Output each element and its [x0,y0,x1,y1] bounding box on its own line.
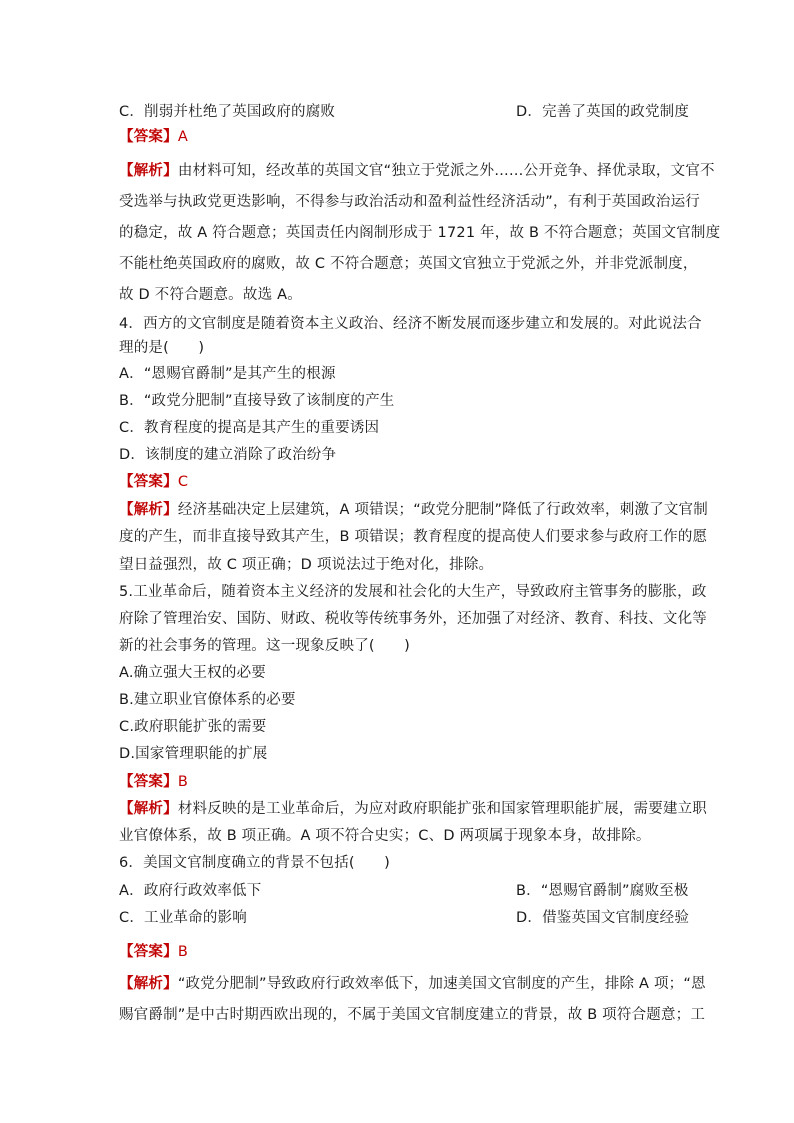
q3-option-c: C．削弱并杜绝了英国政府的腐败 [119,104,336,120]
answer-tag: 【答案】 [119,474,178,490]
q3-analysis-line [119,161,715,181]
q5-option-d: D.国家管理职能的扩展 [119,746,268,762]
q4-option-d: D．该制度的建立消除了政治纷争 [119,447,337,463]
analysis-tag: 【解析】 [119,163,178,179]
q4-option-a: A．“恩赐官爵制”是其产生的根源 [119,366,336,382]
analysis-text: 由材料可知，经改革的英国文官“独立于党派之外……公开竞争、择优录取，文官不 [177,163,715,179]
q6-stem: 6．美国文官制度确立的背景不包括( ) [119,855,391,871]
answer-tag: 【答案】 [119,129,178,145]
q6-options-row [119,881,689,901]
analysis-text: 材料反映的是工业革命后，为应对政府职能扩张和国家管理职能扩展，需要建立职 [177,801,708,817]
analysis-text: “政党分肥制”导致政府行政效率低下，加速美国文官制度的产生，排除 A 项；“恩 [177,976,706,992]
q6-options-row [119,908,690,928]
q5-option-c: C.政府职能扩张的需要 [119,719,267,735]
q4-analysis-line: 度的产生，而非直接导致其产生，B 项错误；教育程度的提高使人们要求参与政府工作的愿 [119,529,708,545]
analysis-tag: 【解析】 [119,801,178,817]
analysis-text: 经济基础决定上层建筑，A 项错误；“政党分肥制”降低了行政效率，刺激了文官制 [177,502,708,518]
q6-option-d: D．借鉴英国文官制度经验 [516,910,690,926]
q3-analysis-line [119,285,302,305]
q3-analysis-line: 的稳定，故 A 符合题意；英国责任内阁制形成于 1721 年，故 B 不符合题意；英国文官制度 [119,225,721,241]
q5-stem-line: 5.工业革命后，随着资本主义经济的发展和社会化的大生产，导致政府主管事务的膨胀，政 [119,584,707,600]
q6-option-b: B．“恩赐官爵制”腐败至极 [516,883,689,899]
q6-analysis-line [119,974,706,994]
q5-stem-line: 府除了管理治安、国防、财政、税收等传统事务外，还加强了对经济、教育、科技、文化等 [119,611,707,627]
q5-analysis-line: 业官僚体系，故 B 项正确。A 项不符合史实；C、D 两项属于现象本身，故排除。 [119,828,651,844]
answer-value: C [177,474,189,490]
analysis-tag: 【解析】 [119,502,178,518]
answer-value: A [177,129,188,145]
q5-stem-line: 新的社会事务的管理。这一现象反映了( ) [119,638,411,654]
analysis-tag: 【解析】 [119,976,178,992]
q3-option-d: D．完善了英国的政党制度 [516,104,690,120]
q6-answer [119,942,188,962]
q6-analysis-line: 赐官爵制”是中古时期西欧出现的，不属于美国文官制度建立的背景，故 B 项符合题意；工 [119,1007,706,1023]
q5-answer [119,772,188,792]
q4-answer [119,472,188,492]
answer-value: B [177,944,188,960]
q3-analysis-line: 不能杜绝英国政府的腐败，故 C 不符合题意；英国文官独立于党派之外，并非党派制度， [119,256,698,272]
q4-option-c: C．教育程度的提高是其产生的重要诱因 [119,420,380,436]
q3-analysis-line: 受选举与执政党更迭影响，不得参与政治活动和盈利益性经济活动”，有利于英国政治运行 [119,194,701,210]
q6-option-a: A．政府行政效率低下 [119,883,262,899]
q3-answer [119,127,188,147]
q5-analysis-line [119,799,707,819]
q4-stem-line: 理的是( ) [119,340,205,356]
q4-analysis-line [119,500,708,520]
q5-option-a: A.确立强大王权的必要 [119,665,266,681]
answer-tag: 【答案】 [119,774,178,790]
q5-option-b: B.建立职业官僚体系的必要 [119,692,296,708]
answer-value: B [177,774,188,790]
q4-stem-line: 4．西方的文官制度是随着资本主义政治、经济不断发展而逐步建立和发展的。对此说法合 [119,316,702,332]
q3-options-row [119,102,690,122]
q6-option-c: C．工业革命的影响 [119,910,247,926]
analysis-conclusion: 故选 A。 [242,287,302,303]
analysis-text: 故 D 不符合题意。 [119,287,243,303]
answer-tag: 【答案】 [119,944,178,960]
q4-option-b: B．“政党分肥制”直接导致了该制度的产生 [119,393,395,409]
q4-analysis-line: 望日益强烈，故 C 项正确；D 项说法过于绝对化，排除。 [119,557,494,573]
